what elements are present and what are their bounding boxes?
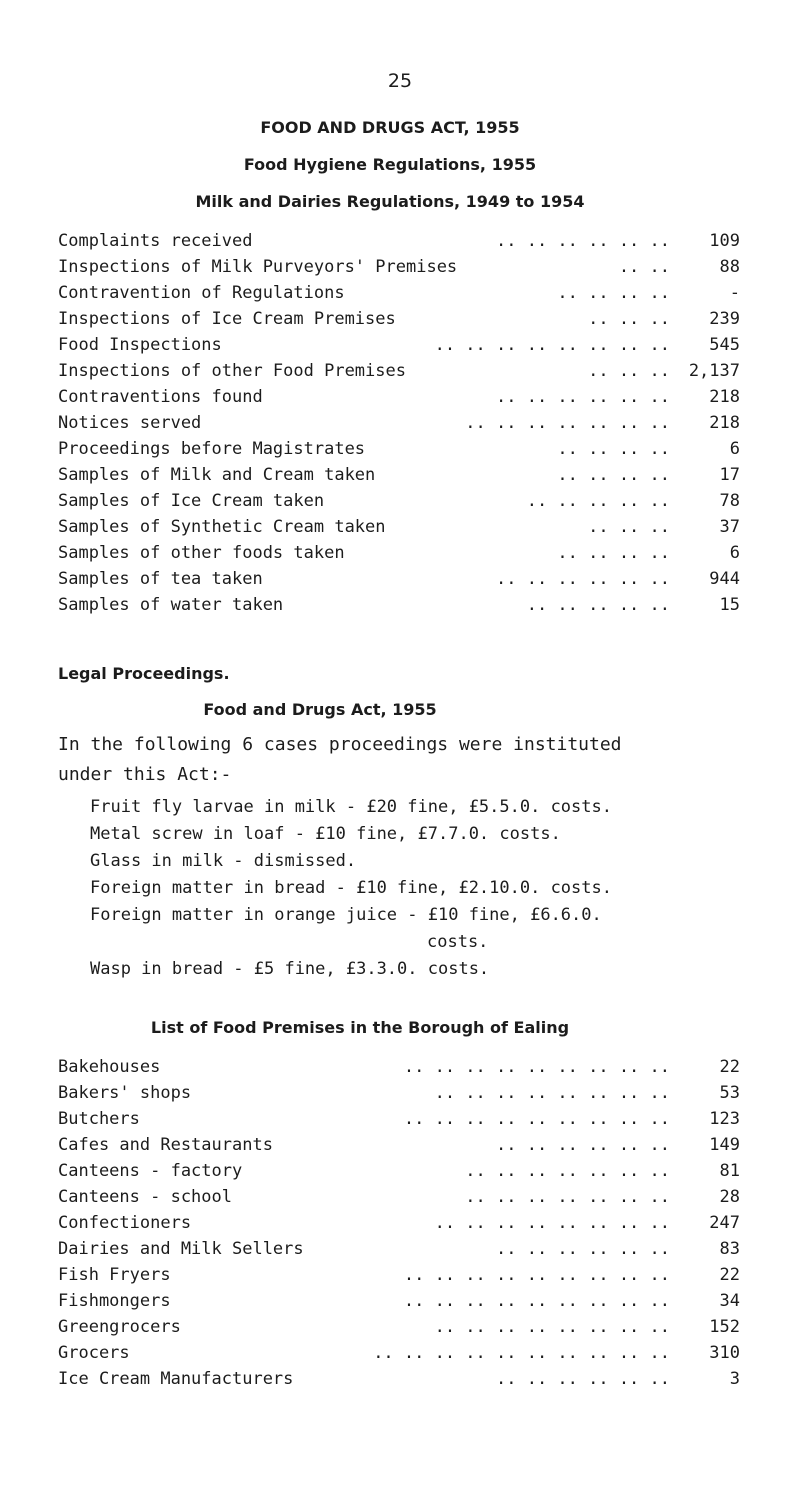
row-value: 152 bbox=[709, 1317, 740, 1337]
row-label: Bakehouses bbox=[58, 1057, 161, 1077]
row-label: Proceedings before Magistrates bbox=[58, 439, 366, 459]
leader-dots: .. .. .. .. bbox=[557, 439, 670, 459]
row-value: 149 bbox=[709, 1135, 740, 1155]
case-item: Fruit fly larvae in milk - £20 fine, £5.5.0. costs. bbox=[90, 797, 612, 817]
table-row bbox=[58, 1054, 740, 1080]
row-value: 83 bbox=[719, 1239, 740, 1259]
row-label: Inspections of other Food Premises bbox=[58, 361, 406, 381]
row-value: 310 bbox=[709, 1343, 740, 1363]
table-row bbox=[58, 306, 740, 332]
leader-dots: .. .. .. .. .. .. .. bbox=[465, 1187, 670, 1207]
inspections-table bbox=[58, 228, 740, 618]
row-value: 22 bbox=[719, 1057, 740, 1077]
document-subtitle: Food Hygiene Regulations, 1955 bbox=[243, 155, 537, 174]
row-value: 247 bbox=[709, 1213, 740, 1233]
row-value: 28 bbox=[719, 1187, 740, 1207]
leader-dots: .. .. .. bbox=[588, 361, 670, 381]
case-item: Foreign matter in bread - £10 fine, £2.10.0. costs. bbox=[90, 878, 612, 898]
case-item: Foreign matter in orange juice - £10 fine, £6.6.0. bbox=[90, 905, 602, 925]
table-row bbox=[58, 1236, 740, 1262]
intro-line: In the following 6 cases proceedings were instituted bbox=[58, 734, 622, 755]
row-value: 34 bbox=[719, 1291, 740, 1311]
row-value: 218 bbox=[709, 413, 740, 433]
table-row bbox=[58, 540, 740, 566]
leader-dots: .. .. .. .. .. .. .. .. bbox=[434, 1083, 670, 1103]
row-value: 15 bbox=[719, 595, 740, 615]
table-row bbox=[58, 358, 740, 384]
row-label: Samples of water taken bbox=[58, 595, 284, 615]
leader-dots: .. .. .. .. .. .. .. .. .. bbox=[403, 1057, 670, 1077]
row-value: 239 bbox=[709, 309, 740, 329]
leader-dots: .. .. .. .. .. .. .. .. .. bbox=[403, 1291, 670, 1311]
table-row bbox=[58, 1210, 740, 1236]
table-row bbox=[58, 1184, 740, 1210]
leader-dots: .. .. .. .. .. .. .. .. bbox=[434, 1213, 670, 1233]
regulations-heading: Milk and Dairies Regulations, 1949 to 1954 bbox=[195, 192, 585, 211]
row-value: 53 bbox=[719, 1083, 740, 1103]
table-row bbox=[58, 1158, 740, 1184]
row-label: Notices served bbox=[58, 413, 202, 433]
row-label: Bakers' shops bbox=[58, 1083, 192, 1103]
row-value: 109 bbox=[709, 231, 740, 251]
row-value: - bbox=[729, 283, 740, 303]
row-label: Canteens - school bbox=[58, 1187, 232, 1207]
leader-dots: .. .. .. .. bbox=[557, 543, 670, 563]
table-row bbox=[58, 410, 740, 436]
table-row bbox=[58, 1288, 740, 1314]
row-value: 6 bbox=[729, 439, 740, 459]
legal-cases-list bbox=[90, 794, 750, 983]
leader-dots: .. .. .. .. .. .. .. .. .. .. bbox=[373, 1343, 670, 1363]
leader-dots: .. .. .. .. .. .. .. .. bbox=[434, 335, 670, 355]
row-value: 22 bbox=[719, 1265, 740, 1285]
row-label: Samples of other foods taken bbox=[58, 543, 345, 563]
table-row bbox=[58, 1314, 740, 1340]
table-row bbox=[58, 462, 740, 488]
case-item: Wasp in bread - £5 fine, £3.3.0. costs. bbox=[90, 959, 490, 979]
row-label: Samples of Milk and Cream taken bbox=[58, 465, 376, 485]
premises-table bbox=[58, 1054, 740, 1392]
leader-dots: .. .. .. bbox=[588, 309, 670, 329]
table-row bbox=[58, 1366, 740, 1392]
leader-dots: .. .. .. .. .. .. bbox=[496, 387, 670, 407]
row-label: Samples of Synthetic Cream taken bbox=[58, 517, 386, 537]
row-label: Confectioners bbox=[58, 1213, 192, 1233]
row-label: Ice Cream Manufacturers bbox=[58, 1369, 294, 1389]
row-label: Butchers bbox=[58, 1109, 140, 1129]
page-number: 25 bbox=[387, 70, 413, 92]
table-row bbox=[58, 228, 740, 254]
legal-proceedings-heading: Legal Proceedings. bbox=[58, 664, 230, 683]
leader-dots: .. .. bbox=[618, 257, 670, 277]
leader-dots: .. .. .. .. .. .. .. .. .. bbox=[403, 1265, 670, 1285]
row-value: 123 bbox=[709, 1109, 740, 1129]
row-value: 218 bbox=[709, 387, 740, 407]
leader-dots: .. .. .. .. bbox=[557, 465, 670, 485]
row-value: 37 bbox=[719, 517, 740, 537]
table-row bbox=[58, 436, 740, 462]
table-row bbox=[58, 1262, 740, 1288]
row-value: 17 bbox=[719, 465, 740, 485]
row-value: 81 bbox=[719, 1161, 740, 1181]
table-row bbox=[58, 280, 740, 306]
row-value: 6 bbox=[729, 543, 740, 563]
leader-dots: .. .. .. .. .. .. bbox=[496, 1135, 670, 1155]
table-row bbox=[58, 254, 740, 280]
document-title: FOOD AND DRUGS ACT, 1955 bbox=[260, 118, 520, 137]
leader-dots: .. .. .. .. .. .. bbox=[496, 1239, 670, 1259]
row-label: Contraventions found bbox=[58, 387, 263, 407]
case-item: Metal screw in loaf - £10 fine, £7.7.0. costs. bbox=[90, 824, 561, 844]
row-value: 88 bbox=[719, 257, 740, 277]
row-label: Samples of Ice Cream taken bbox=[58, 491, 325, 511]
leader-dots: .. .. .. .. .. .. bbox=[496, 1369, 670, 1389]
row-label: Fishmongers bbox=[58, 1291, 171, 1311]
row-label: Cafes and Restaurants bbox=[58, 1135, 273, 1155]
leader-dots: .. .. .. .. .. .. .. bbox=[465, 1161, 670, 1181]
table-row bbox=[58, 566, 740, 592]
leader-dots: .. .. .. .. .. .. .. .. bbox=[434, 1317, 670, 1337]
row-label: Inspections of Milk Purveyors' Premises bbox=[58, 257, 458, 277]
row-value: 78 bbox=[719, 491, 740, 511]
row-label: Greengrocers bbox=[58, 1317, 181, 1337]
legal-act-heading: Food and Drugs Act, 1955 bbox=[203, 700, 437, 719]
row-label: Grocers bbox=[58, 1343, 130, 1363]
row-label: Complaints received bbox=[58, 231, 253, 251]
row-label: Samples of tea taken bbox=[58, 569, 263, 589]
premises-heading: List of Food Premises in the Borough of Ealing bbox=[150, 1018, 570, 1037]
row-value: 545 bbox=[709, 335, 740, 355]
leader-dots: .. .. .. .. .. .. .. bbox=[465, 413, 670, 433]
intro-line: under this Act:- bbox=[58, 764, 232, 785]
leader-dots: .. .. .. .. bbox=[557, 283, 670, 303]
case-item: Glass in milk - dismissed. bbox=[90, 851, 357, 871]
table-row bbox=[58, 514, 740, 540]
leader-dots: .. .. .. .. .. .. bbox=[496, 231, 670, 251]
case-item-continuation: costs. bbox=[427, 932, 489, 952]
table-row bbox=[58, 1340, 740, 1366]
table-row bbox=[58, 1106, 740, 1132]
table-row bbox=[58, 384, 740, 410]
row-label: Canteens - factory bbox=[58, 1161, 243, 1181]
table-row bbox=[58, 1132, 740, 1158]
row-label: Inspections of Ice Cream Premises bbox=[58, 309, 396, 329]
leader-dots: .. .. .. .. .. bbox=[526, 491, 670, 511]
row-label: Food Inspections bbox=[58, 335, 222, 355]
table-row bbox=[58, 592, 740, 618]
row-value: 2,137 bbox=[688, 361, 740, 381]
leader-dots: .. .. .. bbox=[588, 517, 670, 537]
leader-dots: .. .. .. .. .. bbox=[526, 595, 670, 615]
table-row bbox=[58, 1080, 740, 1106]
row-value: 944 bbox=[709, 569, 740, 589]
table-row bbox=[58, 488, 740, 514]
row-value: 3 bbox=[729, 1369, 740, 1389]
leader-dots: .. .. .. .. .. .. .. .. .. bbox=[403, 1109, 670, 1129]
leader-dots: .. .. .. .. .. .. bbox=[496, 569, 670, 589]
legal-intro-paragraph bbox=[58, 730, 748, 790]
table-row bbox=[58, 332, 740, 358]
row-label: Contravention of Regulations bbox=[58, 283, 345, 303]
row-label: Fish Fryers bbox=[58, 1265, 171, 1285]
row-label: Dairies and Milk Sellers bbox=[58, 1239, 304, 1259]
